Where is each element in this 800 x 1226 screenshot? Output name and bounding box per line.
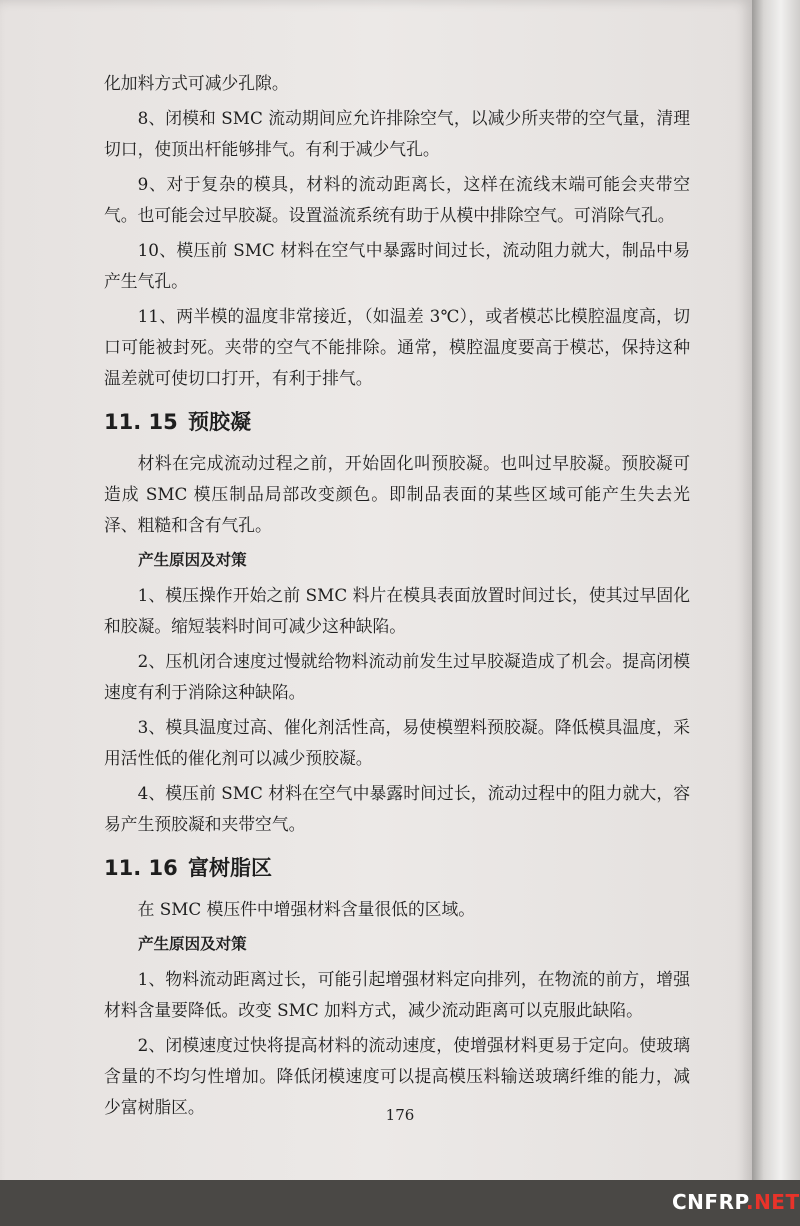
- section-number: 11. 15: [104, 410, 178, 434]
- section-heading: [104, 848, 690, 888]
- paragraph: 9、对于复杂的模具，材料的流动距离长，这样在流线末端可能会夹带空气。也可能会过早胶凝。设置溢流系统有助于从模中排除空气。可消除气孔。: [104, 174, 690, 225]
- page-content: [104, 68, 690, 1127]
- list-item: 3、模具温度过高、催化剂活性高，易使模塑料预胶凝。降低模具温度，采用活性低的催化剂可以减少预胶凝。: [104, 717, 690, 768]
- page-edge: [752, 0, 800, 1226]
- section-title: 富树脂区: [188, 856, 272, 880]
- watermark-brand: CNFRP: [672, 1190, 746, 1214]
- list-item: 2、闭模速度过快将提高材料的流动速度，使增强材料更易于定向。使玻璃含量的不均匀性增加。降低闭模速度可以提高模压料输送玻璃纤维的能力，减少富树脂区。: [104, 1035, 690, 1117]
- paragraph: 化加料方式可减少孔隙。: [104, 73, 289, 93]
- paragraph: 10、模压前 SMC 材料在空气中暴露时间过长，流动阻力就大，制品中易产生气孔。: [104, 240, 690, 291]
- subheading: 产生原因及对策: [138, 551, 247, 569]
- paragraph: 8、闭模和 SMC 流动期间应允许排除空气，以减少所夹带的空气量，清理切口，使顶出杆能够排气。有利于减少气孔。: [104, 108, 690, 159]
- section-intro: 在 SMC 模压件中增强材料含量很低的区域。: [137, 899, 476, 919]
- site-watermark: [672, 1190, 800, 1214]
- list-item: 4、模压前 SMC 材料在空气中暴露时间过长，流动过程中的阻力就大，容易产生预胶凝和夹带空气。: [104, 783, 690, 834]
- section-intro: 材料在完成流动过程之前，开始固化叫预胶凝。也叫过早胶凝。预胶凝可造成 SMC 模压制品局部改变颜色。即制品表面的某些区域可能产生失去光泽、粗糙和含有气孔。: [104, 453, 690, 535]
- paragraph: 11、两半模的温度非常接近，（如温差 3℃），或者模芯比模腔温度高，切口可能被封死。夹带的空气不能排除。通常，模腔温度要高于模芯，保持这种温差就可使切口打开，有利于排气。: [104, 306, 690, 388]
- section-number: 11. 16: [104, 856, 178, 880]
- page-number: 176: [385, 1106, 415, 1124]
- list-item: 2、压机闭合速度过慢就给物料流动前发生过早胶凝造成了机会。提高闭模速度有利于消除这种缺陷。: [104, 651, 690, 702]
- list-item: 1、物料流动距离过长，可能引起增强材料定向排列，在物流的前方，增强材料含量要降低。改变 SMC 加料方式，减少流动距离可以克服此缺陷。: [104, 969, 690, 1020]
- subheading: 产生原因及对策: [138, 935, 247, 953]
- watermark-suffix: .NET: [745, 1190, 800, 1214]
- section-title: 预胶凝: [188, 410, 251, 434]
- section-heading: [104, 402, 690, 442]
- list-item: 1、模压操作开始之前 SMC 料片在模具表面放置时间过长，使其过早固化和胶凝。缩短装料时间可减少这种缺陷。: [104, 585, 690, 636]
